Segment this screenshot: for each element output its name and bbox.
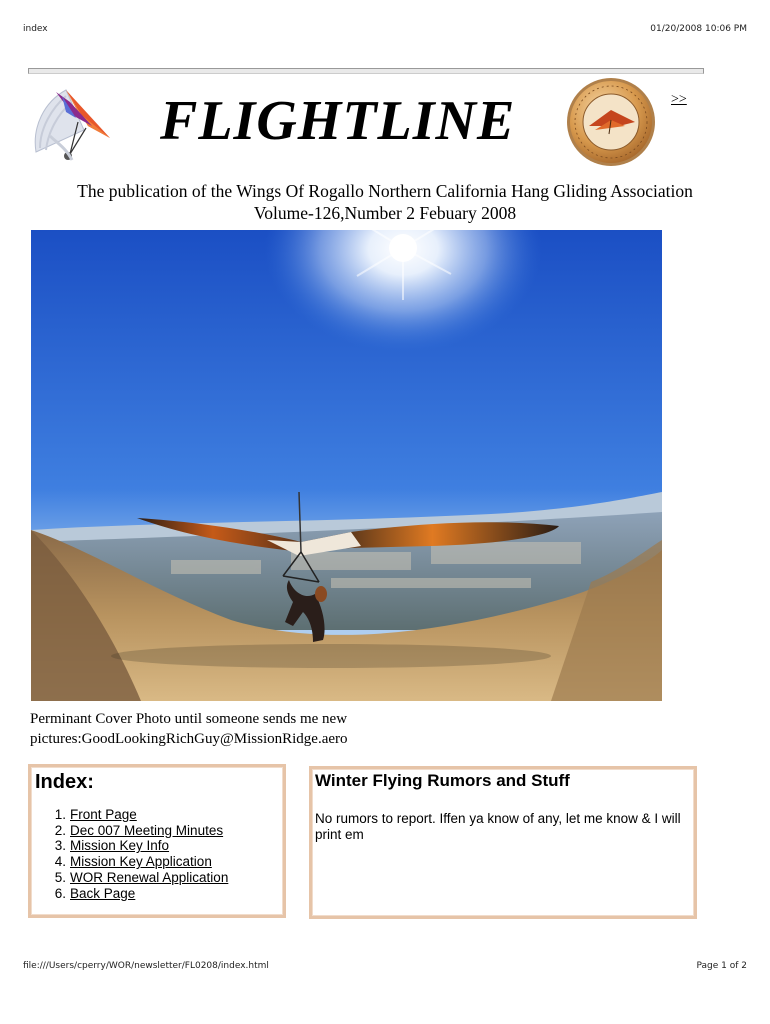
print-footer-file-path: file:///Users/cperry/WOR/newsletter/FL0208/index.html	[23, 961, 269, 971]
photo-caption-line1: Perminant Cover Photo until someone sends me new	[30, 711, 348, 727]
next-page-link[interactable]: >>	[671, 92, 687, 107]
hang-glider-logo-icon	[26, 82, 130, 172]
index-title: Index:	[35, 771, 94, 793]
newsletter-title: FLIGHTLINE	[160, 90, 516, 152]
index-list	[37, 807, 228, 901]
index-item-number: 5.	[54, 869, 66, 885]
mission-key-application-link[interactable]: Mission Key Application	[70, 854, 212, 870]
index-item-number: 3.	[54, 838, 66, 854]
index-item-mission-key-application	[37, 854, 228, 870]
ushga-seal-icon	[565, 76, 657, 168]
back-page-link[interactable]: Back Page	[70, 885, 136, 901]
print-header-title: index	[23, 24, 48, 34]
index-item-wor-renewal	[37, 870, 228, 886]
index-item-front-page	[37, 807, 228, 823]
rumors-title: Winter Flying Rumors and Stuff	[315, 771, 570, 790]
volume-issue: Volume-126,Number 2 Febuary 2008	[253, 203, 517, 223]
meeting-minutes-link[interactable]: Dec 007 Meeting Minutes	[70, 822, 224, 838]
photo-caption-line2: pictures:GoodLookingRichGuy@MissionRidge.aero	[30, 731, 348, 747]
photo-caption	[30, 709, 450, 749]
publication-subtitle	[0, 180, 770, 224]
index-item-number: 2.	[54, 822, 66, 838]
index-panel	[28, 764, 286, 918]
front-page-link[interactable]: Front Page	[70, 807, 137, 822]
print-footer-page-number: Page 1 of 2	[696, 961, 747, 971]
mission-key-info-link[interactable]: Mission Key Info	[70, 838, 170, 854]
index-item-mission-key-info	[37, 838, 228, 854]
rumors-panel	[309, 766, 697, 919]
top-divider	[28, 68, 704, 74]
index-item-number: 6.	[54, 885, 66, 901]
cover-photo	[31, 230, 662, 701]
index-item-meeting-minutes	[37, 823, 228, 839]
index-item-number: 4.	[54, 854, 66, 870]
rumors-body: No rumors to report. Iffen ya know of any, let me know & I will print em	[315, 811, 681, 842]
index-item-number: 1.	[54, 807, 66, 822]
print-header-timestamp: 01/20/2008 10:06 PM	[650, 24, 747, 34]
wor-renewal-application-link[interactable]: WOR Renewal Application	[70, 869, 229, 885]
index-item-back-page	[37, 886, 228, 902]
publication-description: The publication of the Wings Of Rogallo Northern California Hang Gliding Association	[77, 181, 693, 201]
